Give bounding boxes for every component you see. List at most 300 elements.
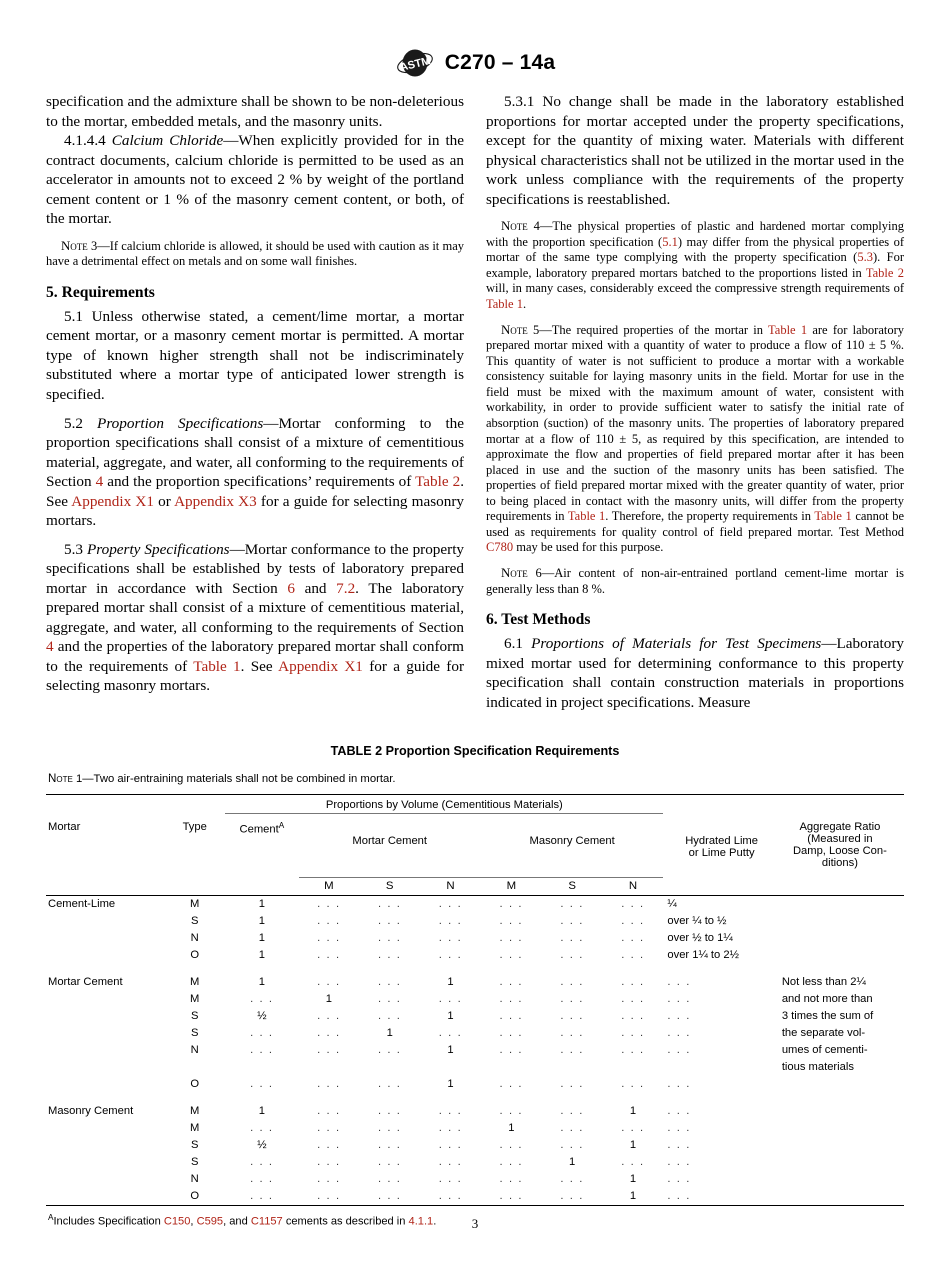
table-row [46,1042,904,1059]
footnote-text-c: , and [223,1215,251,1228]
header-cement-footnote-mark: A [278,821,285,830]
clause-number-52: 5.2 [64,414,83,432]
table-cell-mortar-group [46,1059,164,1076]
table-cell-ms-s: . . . [560,1172,584,1185]
paragraph-5-3 [46,540,464,696]
link-clause-4-1-1[interactable]: 4.1.1 [408,1215,434,1228]
table-cell-mc-m [299,1059,360,1076]
table-cell-aggregate-ratio: the separate vol- [781,1026,866,1039]
table-cell-mortar-group [46,1042,164,1059]
subheader-mortar-cement-n: N [446,879,455,892]
table-cell-aggregate-ratio [776,895,904,913]
table-cell-hydrated-lime: . . . [667,992,691,1005]
note-4 [486,218,904,312]
header-mortar: Mortar [48,820,81,833]
table-cell-ms-n: . . . [621,1009,645,1022]
table-cell-mc-m: . . . [317,1043,341,1056]
table-cell-aggregate-ratio [776,1188,904,1206]
table-cell-mc-m: . . . [317,931,341,944]
header-aggregate-ratio-line2: (Measured in [807,832,873,845]
link-section-4[interactable]: 4 [95,473,104,491]
table-cell-type: O [190,1077,200,1090]
table-cell-ms-n: . . . [621,992,645,1005]
clause-52-text-d: or [153,492,175,510]
header-hydrated-lime [663,814,775,869]
table-cell-mc-s [359,1059,420,1076]
table-cell-type: M [190,897,200,910]
header-aggregate-ratio [776,814,904,869]
table-cell-mc-m: . . . [317,897,341,910]
table-cell-ms-s: . . . [560,948,584,961]
table-cell-mc-n: . . . [438,1189,463,1202]
table-cell-cement: . . . [250,1189,274,1202]
table-cell-hydrated-lime: over ¼ to ½ [667,914,727,927]
header-hydrated-lime-line1: Hydrated Lime [685,834,758,847]
table-cell-mortar-group [46,1154,164,1171]
table-cell-cement: ½ [257,1009,267,1022]
paragraph-spacer [46,531,464,540]
header-cement [225,814,298,869]
table-cell-aggregate-ratio: umes of cementi- [781,1043,868,1056]
note-5-text-a: 5—The required properties of the mortar in [527,322,769,337]
table-cell-hydrated-lime: . . . [667,1077,691,1090]
table-cell-mc-s: . . . [377,897,402,910]
table-cell-mc-s: . . . [377,1155,402,1168]
table-cell-mc-n: . . . [438,931,463,944]
astm-logo-icon [395,48,435,78]
table-2-container [46,744,904,1227]
table-cell-type: N [190,1043,199,1056]
table-cell-cement: 1 [258,931,265,944]
table-cell-type: M [190,1104,200,1117]
table-cell-mc-s: . . . [377,1121,402,1134]
right-column [486,92,904,712]
table-cell-mc-n: 1 [447,1043,454,1056]
table-cell-mc-n: . . . [438,1104,463,1117]
link-table-1-note4[interactable]: Table 1 [486,297,523,311]
table-cell-type: N [190,931,199,944]
table-cell-mc-m: . . . [317,1104,341,1117]
table-cell-type: S [190,914,199,927]
note-4-text-b: ) may differ from the physical properties of mortar of the same type complying with the property specification ( [486,234,904,265]
table-cell-cement: . . . [250,1155,274,1168]
note-5-text-b: are for laboratory prepared mortar mixed with a quantity of water to produce a flow of 110 ± 5 %. This quantity of water is not sufficient to produce a mortar with a workable consistency suitable for laying masonry units in the field. Mortar for use in the field must be mixed with the maximum amount of water, consistent with workability, in order to provide sufficient water to satisfy the initial rate of absorption (suction) of the masonry units. The properties of laboratory prepared mortar at a flow of 110 ± 5, as required by this specification, are intended to approximate the flow and properties of field prepared mortar after it has been placed in use and the suction of the masonry units has been satisfied. The properties of field prepared mortar mixed with the greater quantity of water, prior to being placed in contact with the masonry units, will differ from the property requirements in [486,322,905,524]
table-cell-ms-s: . . . [560,1077,584,1090]
table-cell-mortar-group [46,1171,164,1188]
paragraph-5-3-1: 5.3.1 No change shall be made in the laboratory established proportions for mortar accepted under the property specifications, except for the quantity of mixing water. Materials with different physical characteristics shall not be utilized in the mortar used in the work unless compliance with the requirements of the property specifications is reestablished. [486,93,904,208]
table-row [46,1171,904,1188]
table-cell-ms-n: . . . [621,897,645,910]
table-row [46,1076,904,1093]
table-cell-ms-n: 1 [629,1189,637,1202]
table-cell-mc-m: . . . [317,1172,341,1185]
table-cell-ms-n: . . . [621,1077,645,1090]
table-cell-type: M [190,975,200,988]
table-cell-aggregate-ratio: tious materials [781,1060,854,1073]
table-row [46,1120,904,1137]
table-cell-aggregate-ratio [776,913,904,930]
footnote-text-e: . [433,1215,437,1228]
table-span-header-row [46,799,904,814]
table-cell-cement: . . . [250,1172,274,1185]
table-cell-aggregate-ratio [776,1137,904,1154]
table-2-caption: TABLE 2 Proportion Specification Requirements [330,744,620,758]
table-cell-ms-s: . . . [560,1043,584,1056]
table-cell-ms-m: . . . [499,1009,524,1022]
table-cell-mc-n: 1 [447,975,454,988]
table-cell-ms-s: . . . [560,1189,584,1202]
table-note-1-label: Note [48,772,73,785]
note-3 [46,238,464,270]
note-4-label: Note [501,219,528,234]
table-cell-mc-m: . . . [317,1155,341,1168]
note-3-label: Note [61,238,88,253]
table-row [46,947,904,964]
table-cell-mc-n: . . . [438,1138,463,1151]
table-cell-ms-s: . . . [560,992,584,1005]
table-cell-hydrated-lime: . . . [667,1043,691,1056]
clause-title-property-specifications: Property Specifications [86,540,230,558]
table-cell-mortar-group: Cement-Lime [48,897,116,910]
table-cell-mc-m: . . . [317,1121,341,1134]
table-cell-ms-n: . . . [621,1026,645,1039]
table-row [46,1154,904,1171]
table-cell-type: M [190,992,200,1005]
table-cell-ms-s: . . . [560,975,584,988]
table-cell-mc-m: . . . [317,948,341,961]
table-cell-ms-m: . . . [499,914,524,927]
table-header-row-main [46,814,904,869]
header-masonry-cement-group: Masonry Cement [529,835,615,847]
table-cell-mc-m: . . . [317,1077,341,1090]
table-cell-ms-s: . . . [560,1026,584,1039]
table-cell-cement: . . . [250,1026,274,1039]
table-cell-ms-m: . . . [499,1077,524,1090]
table-cell-ms-s: . . . [560,931,584,944]
table-cell-mortar-group [46,913,164,930]
subheader-masonry-cement-m: M [506,879,517,892]
table-cell-cement [225,1059,298,1076]
table-cell-mortar-group [46,1120,164,1137]
link-spec-c1157[interactable]: C1157 [250,1215,283,1228]
table-cell-hydrated-lime: . . . [667,1155,691,1168]
table-cell-ms-m: . . . [499,897,524,910]
table-cell-mc-n: . . . [438,1026,463,1039]
link-appendix-x3[interactable]: Appendix X3 [174,492,257,510]
table-cell-mc-s: . . . [377,992,402,1005]
table-cell-ms-s [542,1059,603,1076]
table-cell-mortar-group: Mortar Cement [48,975,123,988]
table-cell-mc-m: . . . [317,1138,341,1151]
table-cell-cement: 1 [258,1104,265,1117]
table-cell-ms-m: . . . [499,931,524,944]
table-cell-mc-n: 1 [447,1077,454,1090]
table-cell-ms-m: . . . [499,1172,524,1185]
table-cell-mortar-group [46,1008,164,1025]
note-5 [486,322,904,556]
subheader-mortar-cement-m: M [324,879,334,892]
note-5-text-d: cannot be used as requirements for quality control of field prepared mortar. Test Method [486,509,904,539]
table-cell-mc-s: . . . [377,1077,402,1090]
table-cell-ms-m: . . . [499,1043,524,1056]
link-clause-5-3[interactable]: 5.3 [857,250,873,265]
clause-52-text-b: and the proportion specifications’ requirements of [103,473,416,491]
table-row [46,1188,904,1206]
table-cell-aggregate-ratio [776,1154,904,1171]
page-number: 3 [471,1216,479,1231]
table-cell-type: S [190,1009,199,1022]
table-cell-ms-m: . . . [499,1026,524,1039]
table-cell-mc-s: . . . [377,1189,402,1202]
table-cell-mc-s: . . . [377,931,402,944]
note-6 [486,565,904,597]
table-cell-mc-s: . . . [377,975,402,988]
table-cell-hydrated-lime: . . . [667,1104,691,1117]
link-appendix-x1[interactable]: Appendix X1 [71,492,154,510]
table-cell-ms-s: . . . [560,1104,584,1117]
table-cell-ms-m: . . . [499,1155,524,1168]
link-table-2[interactable]: Table 2 [415,473,461,491]
clause-4144-text: —When explicitly provided for in the contract documents, calcium chloride is permitted to be used as an accelerator in amounts not to exceed 2 % by weight of the portland cement content or 1 % of the masonry cement content, or both, of the mortar. [46,132,464,228]
link-table-1-note5-c[interactable]: Table 1 [814,509,852,524]
table-cell-cement: . . . [250,992,274,1005]
table-cell-mc-m: . . . [317,1009,341,1022]
table-cell-type: M [190,1121,200,1134]
link-table-1[interactable]: Table 1 [193,657,241,675]
table-cell-type: S [190,1026,199,1039]
table-cell-type: N [190,1172,199,1185]
table-group-spacer [46,1093,904,1103]
table-cell-cement: . . . [250,1043,274,1056]
table-group-spacer [46,964,904,974]
table-cell-ms-m [481,1059,542,1076]
table-cell-cement: ½ [257,1138,267,1151]
header-proportions-by-volume: Proportions by Volume (Cementitious Materials) [225,799,663,814]
header-hydrated-lime-line2: or Lime Putty [688,846,755,859]
table-cell-type [164,1059,225,1076]
table-cell-aggregate-ratio [776,930,904,947]
table-cell-mc-m: . . . [317,1026,341,1039]
table-cell-ms-m: . . . [499,1189,524,1202]
paragraph-6-1 [486,634,904,712]
link-spec-c150[interactable]: C150 [163,1215,191,1228]
link-clause-7-2[interactable]: 7.2 [336,579,356,597]
table-cell-type: O [190,948,200,961]
link-spec-c595[interactable]: C595 [196,1215,224,1228]
table-row [46,991,904,1008]
table-cell-hydrated-lime: . . . [667,1172,691,1185]
footnote-text-a: Includes Specification [53,1215,164,1228]
table-cell-mortar-group [46,1137,164,1154]
document-header [0,48,950,78]
table-cell-hydrated-lime: . . . [667,1138,691,1151]
clause-52-text-a: —Mortar conforming to the proportion specifications shall consist of a mixture of cementitious material, aggregate, and water, all conforming to the requirements of Section [46,414,464,491]
table-cell-hydrated-lime: . . . [667,1009,691,1022]
table-cell-ms-m: . . . [499,1104,524,1117]
table-cell-aggregate-ratio [776,1103,904,1120]
subheader-masonry-cement-n: N [628,879,638,892]
table-cell-ms-m: . . . [499,975,524,988]
table-note-1 [48,772,904,785]
link-section-6[interactable]: 6 [287,579,295,597]
table-cell-mc-n: . . . [438,948,463,961]
table-cell-cement: 1 [258,975,265,988]
table-note-1-text: 1—Two air-entraining materials shall not be combined in mortar. [72,773,396,785]
link-table-1-note5-a[interactable]: Table 1 [768,322,808,337]
clause-53-text-e: . See [240,657,279,675]
table-cell-mc-m: 1 [325,992,333,1005]
header-aggregate-ratio-line4: ditions) [821,856,858,869]
section-heading-6: 6. Test Methods [486,611,591,629]
table-cell-ms-n: . . . [621,931,645,944]
table-row [46,1103,904,1120]
table-cell-mc-s: . . . [377,1104,402,1117]
table-cell-hydrated-lime: . . . [667,1189,691,1202]
table-cell-type: O [190,1189,200,1202]
note-4-text-c: ). For example, laboratory prepared mortars batched to the proportions listed in [486,250,905,280]
header-cement-label: Cement [239,823,279,836]
table-cell-ms-n: 1 [629,1104,637,1117]
table-cell-mc-s: . . . [377,1172,402,1185]
table-cell-mc-s: . . . [377,1009,402,1022]
section-heading-5: 5. Requirements [46,283,155,301]
table-cell-mortar-group [46,991,164,1008]
table-cell-ms-n: . . . [621,948,645,961]
table-cell-mc-n [420,1059,481,1076]
table-cell-cement: 1 [258,948,265,961]
table-cell-mc-n: . . . [438,1155,463,1168]
table-cell-mc-n: . . . [438,914,463,927]
note-5-label: Note [501,322,528,337]
table-subheader-rule-row [46,869,904,878]
table-row [46,895,904,913]
table-cell-aggregate-ratio: and not more than [781,992,873,1005]
table-cell-hydrated-lime: over 1¼ to 2½ [667,948,739,961]
footnote-mark: A [48,1212,54,1222]
table-cell-ms-n: . . . [621,975,645,988]
clause-number-61: 6.1 [504,635,523,653]
table-cell-ms-s: . . . [560,897,584,910]
table-row [46,1059,904,1076]
clause-53-text-b: and [294,579,337,597]
table-cell-aggregate-ratio [776,1171,904,1188]
table-cell-mc-m: . . . [317,914,341,927]
paragraph-continued: specification and the admixture shall be shown to be non-deleterious to the mortar, embedded metals, and the masonry units. [46,93,464,130]
table-cell-aggregate-ratio: Not less than 2¼ [781,975,866,988]
footnote-text-d: cements as described in [282,1215,409,1228]
table-subheader-row [46,877,904,895]
table-cell-hydrated-lime: ¼ [667,897,677,910]
table-cell-aggregate-ratio [776,1120,904,1137]
table-cell-ms-m: 1 [508,1121,515,1134]
table-cell-ms-n: . . . [621,1121,645,1134]
table-cell-ms-s: . . . [560,914,584,927]
note-3-text: 3—If calcium chloride is allowed, it should be used with caution as it may have a detrimental effect on metals and on some wall finishes. [46,238,464,269]
table-cell-mc-n: . . . [438,1172,463,1185]
clause-53-text-f: for a guide for selecting masonry mortars. [46,657,465,695]
clause-53-text-d: and the properties of the laboratory prepared mortar shall conform to the requirements of [46,638,464,675]
clause-52-text-e: for a guide for selecting masonry mortars. [46,492,464,530]
table-row [46,1025,904,1042]
subheader-mortar-cement-s: S [385,879,394,892]
note-6-text: 6—Air content of non-air-entrained portland cement-lime mortar is generally less than 8 %. [486,566,904,596]
clause-number-4144: 4.1.4.4 [64,132,106,150]
table-row [46,974,904,991]
table-cell-mortar-group [46,1188,164,1206]
table-cell-mc-s: . . . [377,1138,402,1151]
table-cell-ms-n: . . . [621,1043,645,1056]
table-cell-ms-m: . . . [499,1138,524,1151]
table-cell-cement: 1 [258,897,265,910]
table-cell-cement: . . . [250,1077,274,1090]
clause-53-text-c: . The laboratory prepared mortar shall consist of a mixture of cementitious material, aggregate, and water, all conforming to the requirements of Section [46,579,464,636]
table-cell-ms-s: . . . [560,1138,584,1151]
paragraph-5-2 [46,414,464,531]
table-2 [46,794,904,1207]
link-section-4-b[interactable]: 4 [46,638,54,656]
note-4-text-a: 4—The physical properties of plastic and hardened mortar complying with the proportion specification ( [486,219,904,249]
table-cell-ms-s: . . . [560,1009,584,1022]
table-row [46,1008,904,1025]
table-cell-type: S [190,1155,199,1168]
table-body [46,895,904,1205]
table-bottom-rule-row [46,1205,904,1207]
table-cell-mc-m: . . . [317,975,341,988]
clause-title-proportions-of-materials: Proportions of Materials for Test Specimens [531,635,822,653]
header-aggregate-ratio-line1: Aggregate Ratio [799,820,881,833]
link-table-2-note4[interactable]: Table 2 [865,265,904,280]
table-cell-mc-s: . . . [377,948,402,961]
clause-title-proportion-specifications: Proportion Specifications [97,414,264,432]
table-row [46,930,904,947]
clause-53-text-a: —Mortar conformance to the property specifications shall be established by tests of laboratory prepared mortar in accordance with Section [46,540,465,597]
table-cell-type: S [190,1138,199,1151]
link-clause-5-1[interactable]: 5.1 [662,234,678,249]
table-cell-aggregate-ratio [776,947,904,964]
clause-61-text: —Laboratory mixed mortar used for determining conformance to this property specification shall contain construction materials in proportions indicated in project specifications. Measure [486,635,904,711]
table-cell-mortar-group [46,1025,164,1042]
note-5-text-e: may be used for this purpose. [513,540,664,555]
table-cell-ms-n: 1 [629,1138,637,1151]
clause-52-text-c: . See [46,473,464,510]
table-cell-mc-s: . . . [377,914,402,927]
table-row [46,913,904,930]
table-row [46,1137,904,1154]
link-test-method-c780[interactable]: C780 [486,540,514,555]
table-cell-mc-n: . . . [438,897,463,910]
table-cell-mc-n: . . . [438,1121,463,1134]
left-column [46,92,464,696]
link-table-1-note5-b[interactable]: Table 1 [567,509,606,524]
paragraph-4-1-4-4 [46,131,464,229]
table-cell-ms-n: 1 [629,1172,637,1185]
note-5-text-c: . Therefore, the property requirements in [605,509,815,524]
table-cell-aggregate-ratio [776,1076,904,1093]
link-appendix-x1-b[interactable]: Appendix X1 [278,657,363,675]
table-cell-ms-m: . . . [499,948,524,961]
table-cell-cement: . . . [250,1121,274,1134]
table-cell-mortar-group [46,1076,164,1093]
note-4-text-d: will, in many cases, considerably exceed the compressive strength requirements of [486,281,904,296]
svg-text:ASTM: ASTM [398,54,432,75]
header-aggregate-ratio-line3: Damp, Loose Con- [792,844,887,857]
table-cell-mortar-group: Masonry Cement [48,1104,134,1117]
table-cell-ms-s: . . . [560,1121,584,1134]
paragraph-spacer [46,405,464,414]
table-cell-hydrated-lime: . . . [667,975,691,988]
footnote-text-b: , [190,1215,197,1228]
table-cell-mc-n: 1 [447,1009,454,1022]
